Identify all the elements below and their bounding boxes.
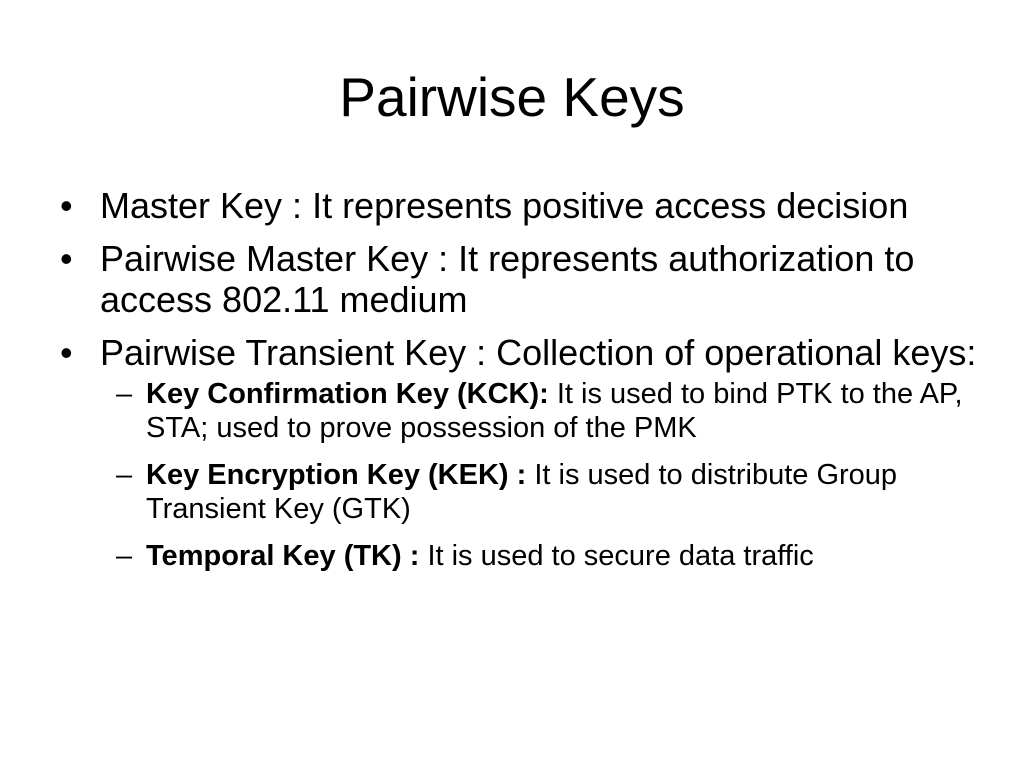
bullet-icon: • bbox=[60, 238, 73, 279]
sub-bullet-text: It is used to distribute Group Transient Key (GTK) bbox=[146, 459, 898, 525]
bullet-item-pairwise-master-key bbox=[58, 238, 978, 320]
sub-bullet-list bbox=[100, 377, 978, 573]
bullet-item-pairwise-transient-key bbox=[58, 332, 978, 573]
dash-icon: – bbox=[116, 378, 133, 410]
sub-bullet-text: It is used to secure data traffic bbox=[419, 540, 814, 572]
dash-icon: – bbox=[116, 540, 133, 572]
sub-bullet-item-kck bbox=[100, 377, 978, 445]
bullet-text: Pairwise Transient Key : Collection of operational keys: bbox=[100, 332, 977, 373]
bullet-icon: • bbox=[60, 185, 73, 226]
sub-bullet-text: It is used to bind PTK to the AP, STA; used to prove possession of the PMK bbox=[146, 378, 963, 444]
slide-content bbox=[58, 185, 978, 586]
sub-bullet-term: Key Encryption Key (KEK) : bbox=[146, 459, 527, 491]
bullet-text: Pairwise Master Key : It represents authorization to access 802.11 medium bbox=[100, 238, 915, 320]
dash-icon: – bbox=[116, 459, 133, 491]
bullet-icon: • bbox=[60, 332, 73, 373]
sub-bullet-item-tk bbox=[100, 539, 978, 573]
bullet-item-master-key bbox=[58, 185, 978, 226]
bullet-text: Master Key : It represents positive access decision bbox=[100, 185, 909, 226]
slide-title: Pairwise Keys bbox=[339, 66, 685, 128]
sub-bullet-item-kek bbox=[100, 458, 978, 526]
sub-bullet-term: Temporal Key (TK) : bbox=[146, 540, 420, 572]
bullet-list bbox=[58, 185, 978, 573]
sub-bullet-term: Key Confirmation Key (KCK): bbox=[146, 378, 549, 410]
